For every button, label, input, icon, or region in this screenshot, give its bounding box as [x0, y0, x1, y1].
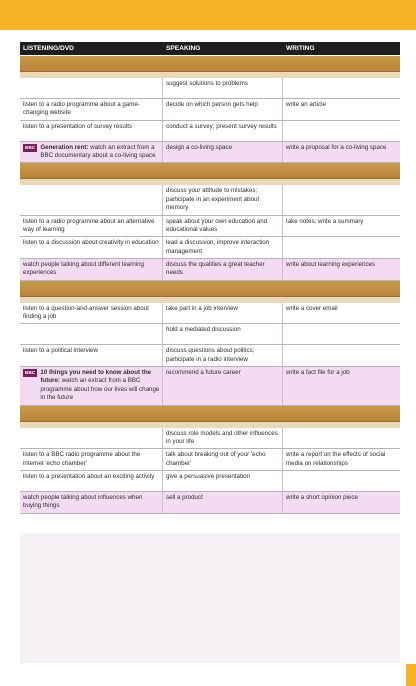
table-row: [20, 78, 400, 99]
speaking-cell: recommend a future career: [163, 367, 283, 404]
speaking-cell: discuss the qualities a great teacher needs: [163, 259, 283, 280]
table-row: [20, 492, 400, 514]
video-title: 10 things you need to know about the future:: [40, 369, 152, 385]
table-row: [20, 428, 400, 450]
listening-cell: watch people talking about influences when buying things: [20, 492, 163, 513]
speaking-cell: discuss your attitude to mistakes; participate in an experiment about memory: [163, 185, 283, 214]
listening-cell: listen to a radio programme about a game-changing website: [20, 99, 163, 120]
listening-cell: listen to a presentation of survey results: [20, 121, 163, 141]
writing-cell: [283, 237, 400, 258]
writing-cell: write a short opinion piece: [286, 493, 358, 501]
writing-cell: write an article: [286, 101, 326, 108]
listening-cell: [20, 142, 163, 163]
writing-cell: [283, 471, 400, 491]
table-row: [20, 471, 400, 492]
speaking-cell: conduct a survey; present survey results: [163, 121, 283, 141]
table-row: [20, 121, 400, 142]
writing-cell: write about learning experiences: [286, 260, 376, 268]
unit-section-bar: [20, 163, 400, 179]
table-row: [20, 99, 400, 121]
writing-cell: write a fact file for a job: [286, 369, 350, 377]
listening-cell: listen to a question-and-answer session about finding a job: [20, 303, 163, 324]
table-row: [20, 367, 400, 405]
listening-cell: listen to a discussion about creativity in education: [20, 237, 163, 258]
header-speaking: SPEAKING: [166, 45, 201, 52]
table-row: [20, 237, 400, 259]
writing-cell: [283, 185, 400, 214]
unit-section-bar: [20, 56, 400, 72]
speaking-cell: lead a discussion; improve interaction management: [163, 237, 283, 258]
speaking-cell: decide on which person gets help: [163, 99, 283, 120]
listening-text: watch an extract from a BBC programme about how our lives will change in the future: [40, 377, 160, 402]
speaking-cell: hold a mediated discussion: [163, 324, 283, 344]
table-row: [20, 142, 400, 164]
writing-cell: [283, 78, 400, 98]
listening-cell: listen to a radio programme about an alternative way of learning: [20, 216, 163, 237]
table-row: [20, 303, 400, 325]
table-row: [20, 185, 400, 215]
writing-cell: [283, 121, 400, 141]
writing-cell: write a proposal for a co-living space: [286, 143, 387, 151]
syllabus-table: [20, 56, 400, 514]
speaking-cell: speak about your own education and educational values: [163, 216, 283, 237]
listening-text: watch an extract from a BBC documentary about a co-living space: [40, 143, 156, 160]
video-title: Generation rent:: [40, 143, 89, 151]
speaking-cell: discuss role models and other influences in your life: [163, 428, 283, 449]
listening-cell: [20, 324, 163, 344]
header-listening: LISTENING/DVD: [23, 45, 74, 52]
listening-cell: listen to a presentation about an exciting activity: [20, 471, 163, 491]
table-header: [20, 42, 400, 55]
listening-cell: [20, 78, 163, 98]
bbc-logo-icon: BBC: [23, 144, 37, 152]
writing-cell: write a report on the effects of social media on relationships: [286, 451, 386, 467]
page-bottom-wash: [20, 533, 400, 663]
header-writing: WRITING: [286, 45, 315, 52]
listening-cell: [20, 367, 163, 404]
bbc-logo-icon: BBC: [23, 369, 37, 377]
speaking-cell: give a persuasive presentation: [163, 471, 283, 491]
writing-cell: write a cover email: [286, 304, 338, 312]
unit-section-bar: [20, 406, 400, 422]
table-row: [20, 324, 400, 345]
speaking-cell: suggest solutions to problems: [163, 78, 283, 98]
listening-cell: listen to a political interview: [20, 345, 163, 366]
listening-cell: [20, 185, 163, 214]
table-row: [20, 259, 400, 281]
listening-cell: [20, 428, 163, 449]
speaking-cell: discuss questions about politics; participate in a radio interview: [163, 345, 283, 366]
table-row: [20, 216, 400, 238]
writing-cell: [283, 428, 400, 449]
top-color-band: [0, 0, 416, 30]
speaking-cell: design a co-living space: [163, 142, 283, 163]
table-row: [20, 449, 400, 471]
unit-section-bar: [20, 281, 400, 297]
writing-cell: take notes; write a summary: [286, 217, 364, 225]
page-corner-tab: [406, 664, 416, 686]
speaking-cell: sell a product: [163, 492, 283, 513]
writing-cell: [283, 324, 400, 344]
listening-cell: watch people talking about different learning experiences: [20, 259, 163, 280]
table-row: [20, 345, 400, 367]
speaking-cell: take part in a job interview: [163, 303, 283, 324]
listening-cell: listen to a BBC radio programme about the internet 'echo chamber': [20, 449, 163, 470]
writing-cell: [283, 345, 400, 366]
speaking-cell: talk about breaking out of your 'echo chamber': [163, 449, 283, 470]
